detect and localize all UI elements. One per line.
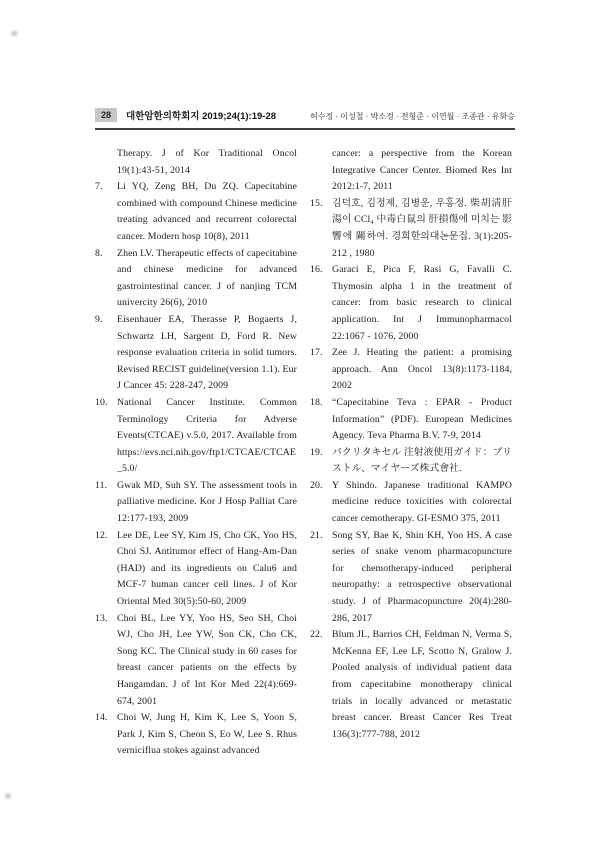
reference-text: Zee J. Heating the patient: a promising approach. Ann Oncol 13(8):1173-1184, 2002 [332,347,512,392]
reference-item [310,395,512,445]
reference-number: 21. [310,529,323,541]
running-authors: 허수정 · 이성철 · 박소정 · 전형준 · 이연월 · 조종관 · 유화승 [310,112,515,121]
reference-number: 8. [95,247,103,259]
reference-number: 22. [310,629,323,641]
reference-item [310,627,512,743]
reference-number: 18. [310,396,323,408]
right-column [310,146,512,760]
reference-text: Eisenhauer EA, Therasse P, Bogaerts J, Schwartz LH, Sargent D, Ford R. New response evaluation criteria in solid tumors. Revised RECIST guideline(version 1.1). Eur J Cancer 45: 228-247, 2009 [117,313,297,392]
reference-number: 10. [95,396,108,408]
reference-item [310,262,512,345]
reference-item [95,611,297,711]
reference-item [310,345,512,395]
reference-item [310,478,512,528]
reference-number: 9. [95,313,103,325]
reference-number: 13. [95,612,108,624]
header-left [95,108,276,122]
reference-text: Lee DE, Lee SY, Kim JS, Cho CK, Yoo HS, Choi SJ. Antitumor effect of Hang-Am-Dan (HAD) and its ingredients on Calu6 and MCF-7 human cancer cell lines. J of Kor Oriental Med 30(5):50-60, 2009 [117,529,297,608]
reference-text: Choi BL, Lee YY, Yoo HS, Seo SH, Choi WJ, Cho JH, Lee YW, Son CK, Cho CK, Song KC. The Clinical study in 60 cases for breast cancer patients on the effects by Hangamdan. J of Int Kor Med 22(4):669-674, 2001 [117,612,297,707]
reference-item [310,528,512,628]
reference-item [95,146,297,179]
reference-text: Therapy. J of Kor Traditional Oncol 19(1):43-51, 2014 [117,148,297,176]
reference-text: Li YQ, Zeng BH, Du ZQ. Capecitabine combined with compound Chinese medicine treating advanced and recurrent colorectal cancer. Modern hosp 10(8), 2011 [117,181,297,242]
page-header [95,106,515,130]
reference-text: Choi W, Jung H, Kim K, Lee S, Yoon S, Park J, Kim S, Cheon S, Eo W, Lee S. Rhus verniciflua stokes against advanced [117,712,297,757]
reference-text: パクリタキセル 注射液使用ガイド：ブリストル、マイヤーズ株式會社. [332,446,513,475]
reference-number [95,146,117,179]
left-column [95,146,297,760]
reference-columns [95,146,515,760]
reference-item [95,478,297,528]
reference-number: 17. [310,347,323,359]
reference-text: Gwak MD, Suh SY. The assessment tools in palliative medicine. Kor J Hosp Palliat Care 12:177-193, 2009 [117,479,297,525]
reference-number [310,146,332,196]
reference-number: 12. [95,529,108,541]
scan-artifact [5,793,11,799]
reference-text: Zhen LV. Therapeutic effects of capecitabine and chinese medicine for advanced gastrointestinal cancer. J of nanjing TCM univercity 26(6), 2010 [117,247,297,309]
reference-item [95,246,297,312]
reference-text: “Capecitabine Teva : EPAR - Product Information” (PDF). European Medicines Agency. Teva Pharma B.V. 7-9, 2014 [332,396,512,442]
reference-text: Song SY, Bae K, Shin KH, Yoo HS. A case series of snake venom pharmacopuncture for chemotherapy-induced peripheral neuropathy: a retrospective observational study. J of Pharmacopuncture 20(4):280-286, 2017 [332,529,512,624]
reference-text: National Cancer Institute. Common Terminology Criteria for Adverse Events(CTCAE) v.5.0, 2017. Available from https://evs.nci.nih.gov/ftp1/CTCAE/CTCAE_5.0/ [117,396,297,475]
reference-item [95,710,297,760]
reference-item [95,179,297,245]
reference-item [310,445,512,478]
reference-number: 14. [95,712,108,724]
page-content [95,106,515,760]
journal-title: 대한암한의학회지 2019;24(1):19-28 [126,111,277,122]
reference-text: cancer: a perspective from the Korean Integrative Cancer Center. Biomed Res Int 2012:1-7, 2011 [332,148,512,193]
reference-item [310,146,512,196]
reference-item [95,395,297,478]
scan-artifact [11,31,18,36]
reference-text: Garaci E, Pica F, Rasi G, Favalli C. Thymosin alpha 1 in the treatment of cancer: from basic research to clinical application. Int J Immunopharmacol 22:1067 - 1076, 2000 [332,264,512,342]
page-number: 28 [95,108,117,122]
reference-text: Blum JL, Barrios CH, Feldman N, Verma S, McKenna EF, Lee LF, Scotto N, Gralow J. Pooled analysis of individual patient data from capecitabine monotherapy clinical trials in locally advanced or metastatic breast cancer. Breast Cancer Res Treat 136(3):777-788, 2012 [332,629,512,740]
reference-number: 19. [310,446,323,458]
reference-item [310,196,512,262]
reference-number: 7. [95,181,103,193]
reference-text: Y Shindo. Japanese traditional KAMPO medicine reduce toxicities with colorectal cancer cemotherapy. GI-ESMO 375, 2011 [332,479,512,525]
reference-item [95,528,297,611]
reference-text: 김덕호, 김정제, 김병운, 우홍정. 柴胡淸肝湯이 CCl₄ 中毒白鼠의 肝損傷에 미치는 影響에 關하여. 경희한의대논문집. 3(1):205-212 , 1980 [332,197,512,259]
header-right [310,106,515,124]
reference-number: 11. [95,479,108,491]
reference-item [95,312,297,395]
reference-number: 16. [310,264,323,276]
reference-number: 15. [310,197,323,209]
reference-number: 20. [310,479,323,491]
